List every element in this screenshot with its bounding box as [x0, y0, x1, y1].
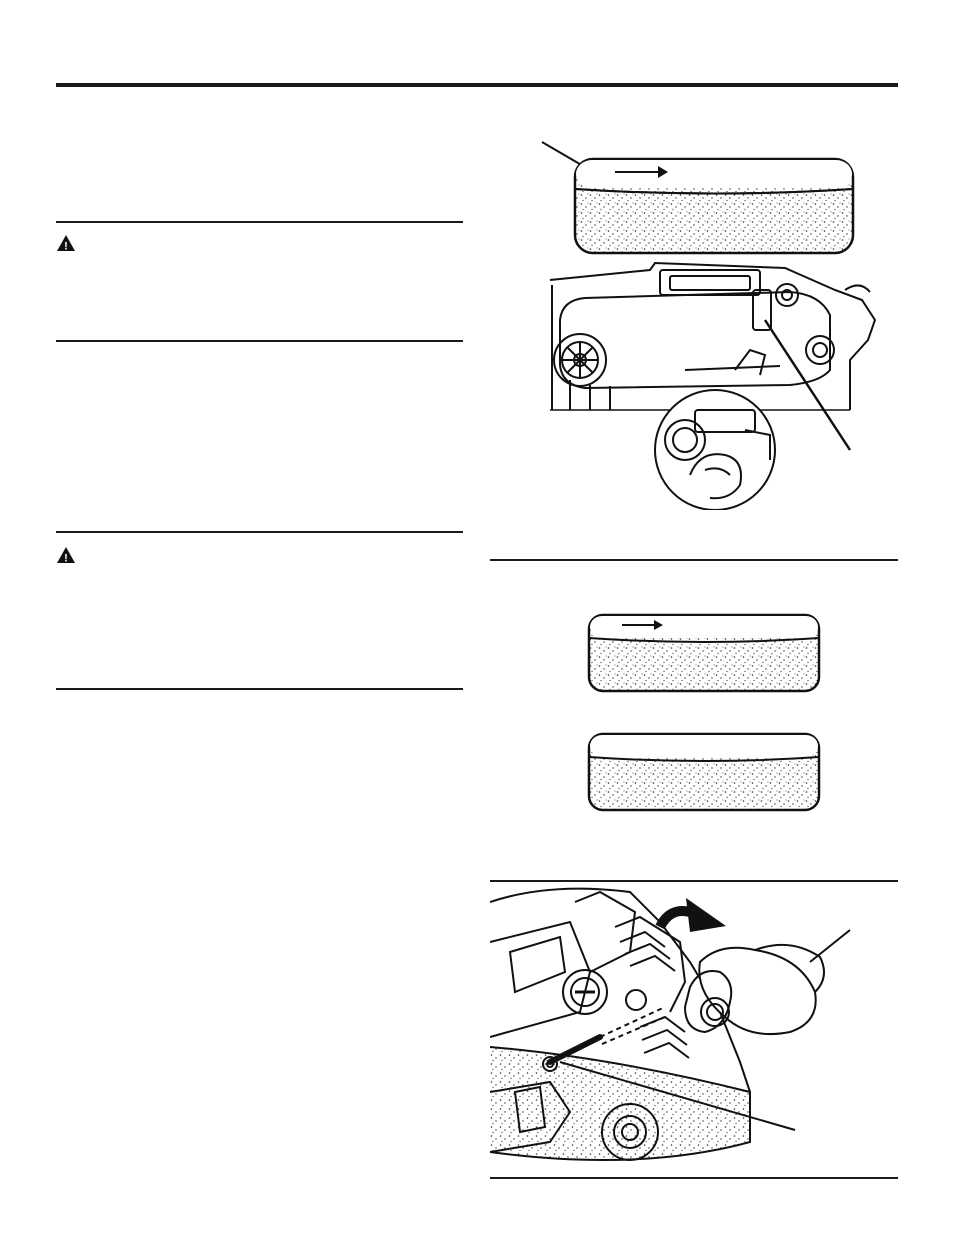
dust-bag-callout-line — [810, 930, 850, 962]
sanding-belt — [575, 159, 853, 253]
header-rule — [56, 83, 898, 87]
sanding-belt-incorrect — [589, 734, 819, 810]
sander-body-illustration — [550, 263, 875, 410]
sanding-belt-correct — [589, 615, 819, 691]
warning-glyph: ! — [64, 552, 68, 564]
figure-belt-orientation — [580, 610, 830, 815]
warning-2-bottom-rule — [56, 688, 463, 690]
warning-1-bottom-rule — [56, 340, 463, 342]
figure-3-bottom-rule — [490, 1177, 898, 1179]
figure-2-top-rule — [490, 559, 898, 561]
warning-1-top-rule — [56, 221, 463, 223]
warning-2-top-rule — [56, 531, 463, 533]
rotate-arrow-icon — [686, 898, 726, 932]
figure-dust-bag-attach — [490, 882, 898, 1176]
warning-triangle-icon — [56, 546, 76, 564]
figure-belt-installation — [490, 130, 898, 510]
warning-triangle-icon — [56, 234, 76, 252]
inset-detail-circle — [655, 390, 775, 510]
warning-glyph: ! — [64, 240, 68, 252]
